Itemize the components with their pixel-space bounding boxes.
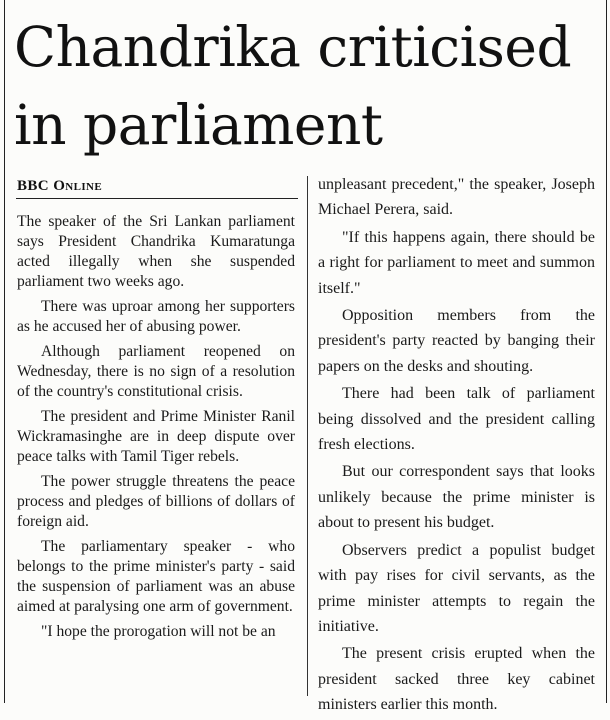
paragraph: There was uproar among her supporters as he accused her of abusing power. [17,298,295,335]
article-column-left [17,212,295,647]
paragraph: "I hope the prorogation will not be an [41,623,276,640]
paragraph: Observers predict a populist budget with pay rises for civil servants, as the prime minister attempts to regain the initiative. [318,541,595,635]
paragraph: The president and Prime Minister Ranil Wickramasinghe are in deep dispute over peace talks with Tamil Tiger rebels. [17,408,295,465]
byline-rule [16,198,298,199]
paragraph: The power struggle threatens the peace process and pledges of billions of dollars of foreign aid. [17,473,295,530]
paragraph: unpleasant precedent," the speaker, Joseph Michael Perera, said. [318,176,595,219]
paragraph: Opposition members from the president's party reacted by banging their papers on the desks and shouting. [318,307,595,375]
headline: Chandrika criticised in parliament [14,15,572,157]
paragraph: The parliamentary speaker - who belongs to the prime minister's party - said the suspension of parliament was an abuse aimed at paralysing one arm of government. [17,538,295,615]
byline: BBC Online [17,178,103,194]
paragraph: "If this happens again, there should be a right for parliament to meet and summon itself." [318,228,595,297]
paragraph: Although parliament reopened on Wednesday, there is no sign of a resolution of the country's constitutional crisis. [17,343,295,400]
paragraph: The present crisis erupted when the president sacked three key cabinet ministers earlier this month. [318,645,595,714]
paragraph: There had been talk of parliament being dissolved and the president calling fresh elections. [318,385,595,454]
page-border-left [4,0,5,703]
column-divider [307,176,308,696]
page-border-right [606,0,607,703]
article-column-right [318,172,595,720]
paragraph: But our correspondent says that looks unlikely because the prime minister is about to present his budget. [318,463,595,532]
paragraph: The speaker of the Sri Lankan parliament says President Chandrika Kumaratunga acted illegally when she suspended parliament two weeks ago. [17,213,295,290]
